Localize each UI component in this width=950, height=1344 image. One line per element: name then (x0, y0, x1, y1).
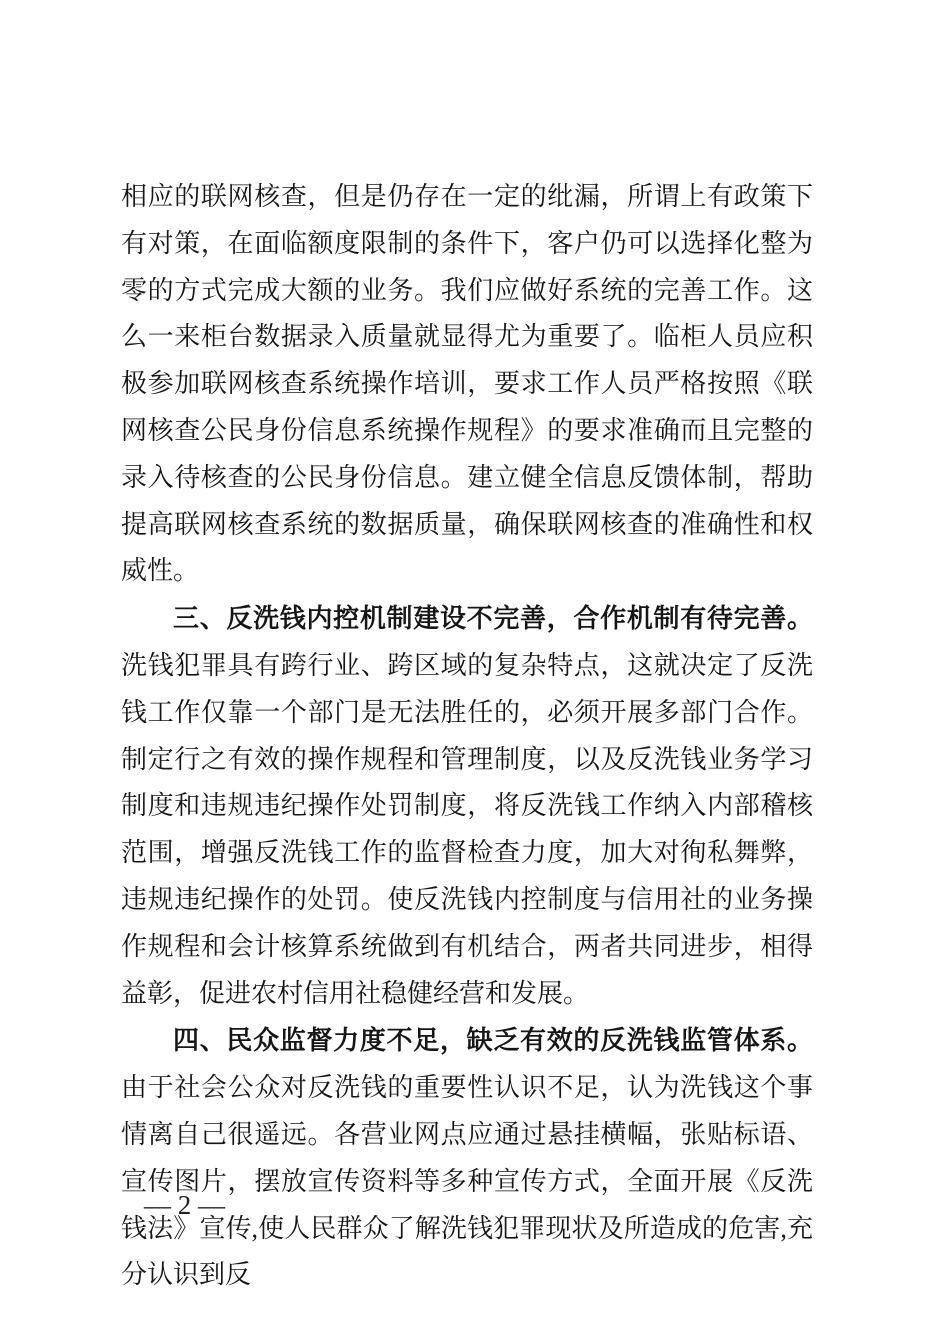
paragraph-continuation (121, 174, 813, 595)
section-three-text: 洗钱犯罪具有跨行业、跨区域的复杂特点，这就决定了反洗钱工作仅靠一个部门是无法胜任的，必须开展多部门合作。制定行之有效的操作规程和管理制度，以及反洗钱业务学习制度和违规违纪操作处罚制度，将反洗钱工作纳入内部稽核范围，增强反洗钱工作的监督检查力度，加大对徇私舞弊，违规违纪操作的处罚。使反洗钱内控制度与信用社的业务操作规程和会计核算系统做到有机结合，两者共同进步，相得益彰，促进农村信用社稳健经营和发展。 (121, 650, 813, 1008)
page-number: — 2 — (144, 1190, 225, 1220)
section-three-heading: 三、反洗钱内控机制建设不完善，合作机制有待完善。 (173, 603, 813, 634)
paragraph-section-four (121, 1017, 813, 1299)
paragraph-section-three (121, 595, 813, 1017)
section-four-heading: 四、民众监督力度不足，缺乏有效的反洗钱监管体系。 (173, 1025, 813, 1056)
paragraph-continuation-text: 相应的联网核查，但是仍存在一定的纰漏，所谓上有政策下有对策，在面临额度限制的条件下，客户仍可以选择化整为零的方式完成大额的业务。我们应做好系统的完善工作。这么一来柜台数据录入质量就显得尤为重要了。临柜人员应积极参加联网核查系统操作培训，要求工作人员严格按照《联网核查公民身份信息系统操作规程》的要求准确而且完整的录入待核查的公民身份信息。建立健全信息反馈体制，帮助提高联网核查系统的数据质量，确保联网核查的准确性和权威性。 (121, 182, 813, 586)
document-body (121, 174, 813, 1299)
section-four-text: 由于社会公众对反洗钱的重要性认识不足，认为洗钱这个事情离自己很遥远。各营业网点应通过悬挂横幅，张贴标语、宣传图片，摆放宣传资料等多种宣传方式，全面开展《反洗钱法》宣传,使人民群众了解洗钱犯罪现状及所造成的危害,充分认识到反 (121, 1073, 813, 1290)
